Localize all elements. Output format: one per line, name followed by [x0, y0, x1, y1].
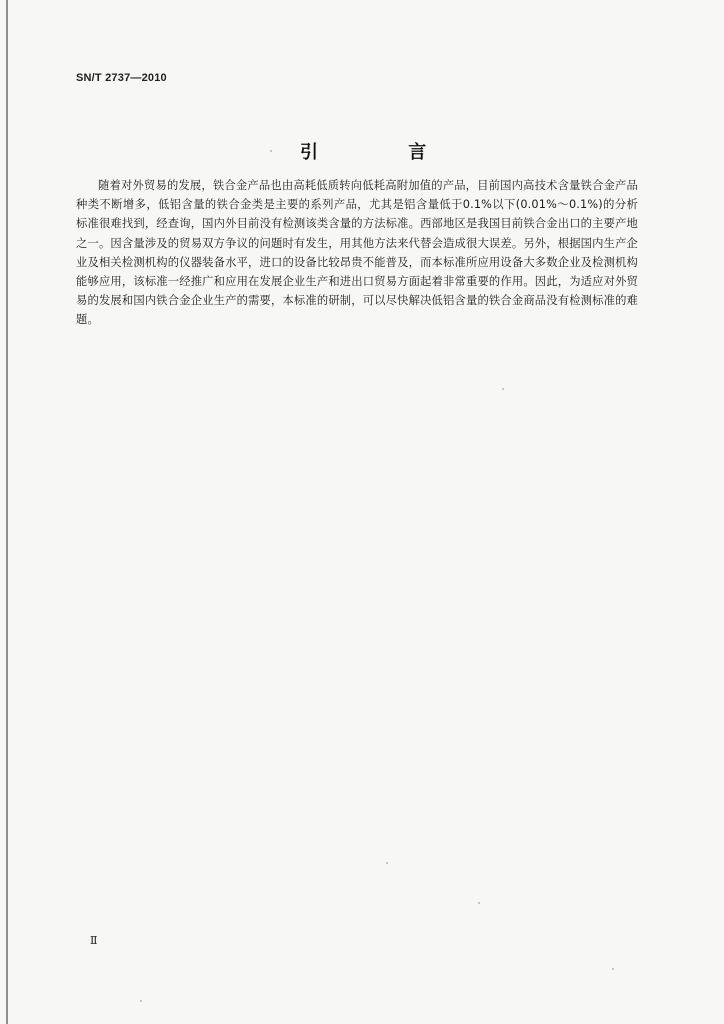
standard-number: SN/T 2737—2010: [76, 72, 167, 84]
introduction-paragraph: 随着对外贸易的发展，铁合金产品也由高耗低质转向低耗高附加值的产品，目前国内高技术含量铁合金产品种类不断增多，低铝含量的铁合金类是主要的系列产品，尤其是铝含量低于0.1%以下(0.01%～0.1%)的分析标准很难找到，经查询，国内外目前没有检测该类含量的方法标准。西部地区是我国目前铁合金出口的主要产地之一。因含量涉及的贸易双方争议的问题时有发生，用其他方法来代替会造成很大误差。另外，根据国内生产企业及相关检测机构的仪器装备水平，进口的设备比较昂贵不能普及，而本标准所应用设备大多数企业及检测机构能够应用，该标准一经推广和应用在发展企业生产和进出口贸易方面起着非常重要的作用。因此，为适应对外贸易的发展和国内铁合金企业生产的需要，本标准的研制，可以尽快解决低铝含量的铁合金商品没有检测标准的难题。: [76, 179, 638, 327]
scan-speck: [270, 150, 272, 152]
scan-speck: [140, 1000, 142, 1002]
section-title: 引 言: [300, 142, 469, 163]
page-number: Ⅱ: [90, 934, 98, 947]
scan-speck: [612, 968, 614, 970]
scan-speck: [502, 388, 504, 390]
scan-speck: [478, 902, 480, 904]
scan-edge-line: [6, 0, 8, 1024]
scan-speck: [386, 862, 388, 864]
